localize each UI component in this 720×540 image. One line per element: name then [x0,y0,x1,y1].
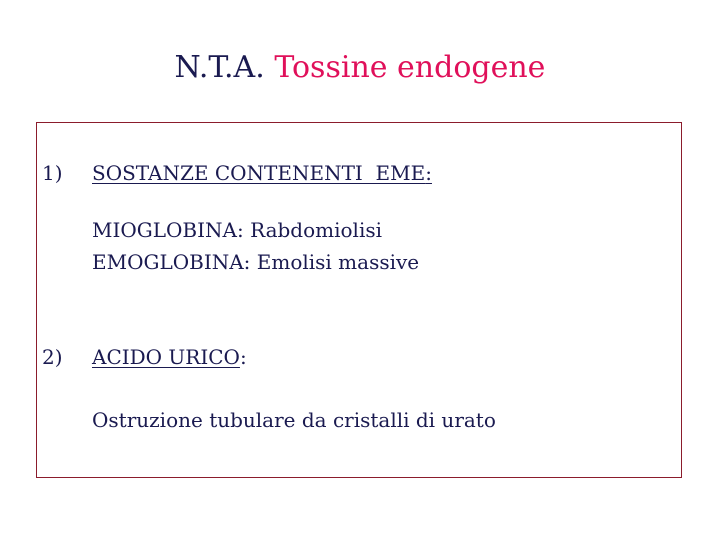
item-1-heading-colon: : [425,161,432,185]
item-2-number: 2) [42,345,63,369]
item-1-detail-1: MIOGLOBINA: Rabdomiolisi [92,218,383,242]
item-2-heading [92,344,247,370]
item-1-detail-2: EMOGLOBINA: Emolisi massive [92,250,420,274]
title-main: Tossine endogene [274,50,546,85]
title-abbreviation: N.T.A. [174,50,265,85]
item-1-heading [92,160,432,186]
item-2-heading-colon: : [239,345,247,369]
slide-title [0,48,720,88]
item-1-number: 1) [42,161,63,185]
item-1-heading-text: SOSTANZE CONTENENTI EME [92,161,426,185]
item-2-detail-1: Ostruzione tubulare da cristalli di urato [92,408,496,432]
item-2-heading-text: ACIDO URICO [92,345,240,369]
